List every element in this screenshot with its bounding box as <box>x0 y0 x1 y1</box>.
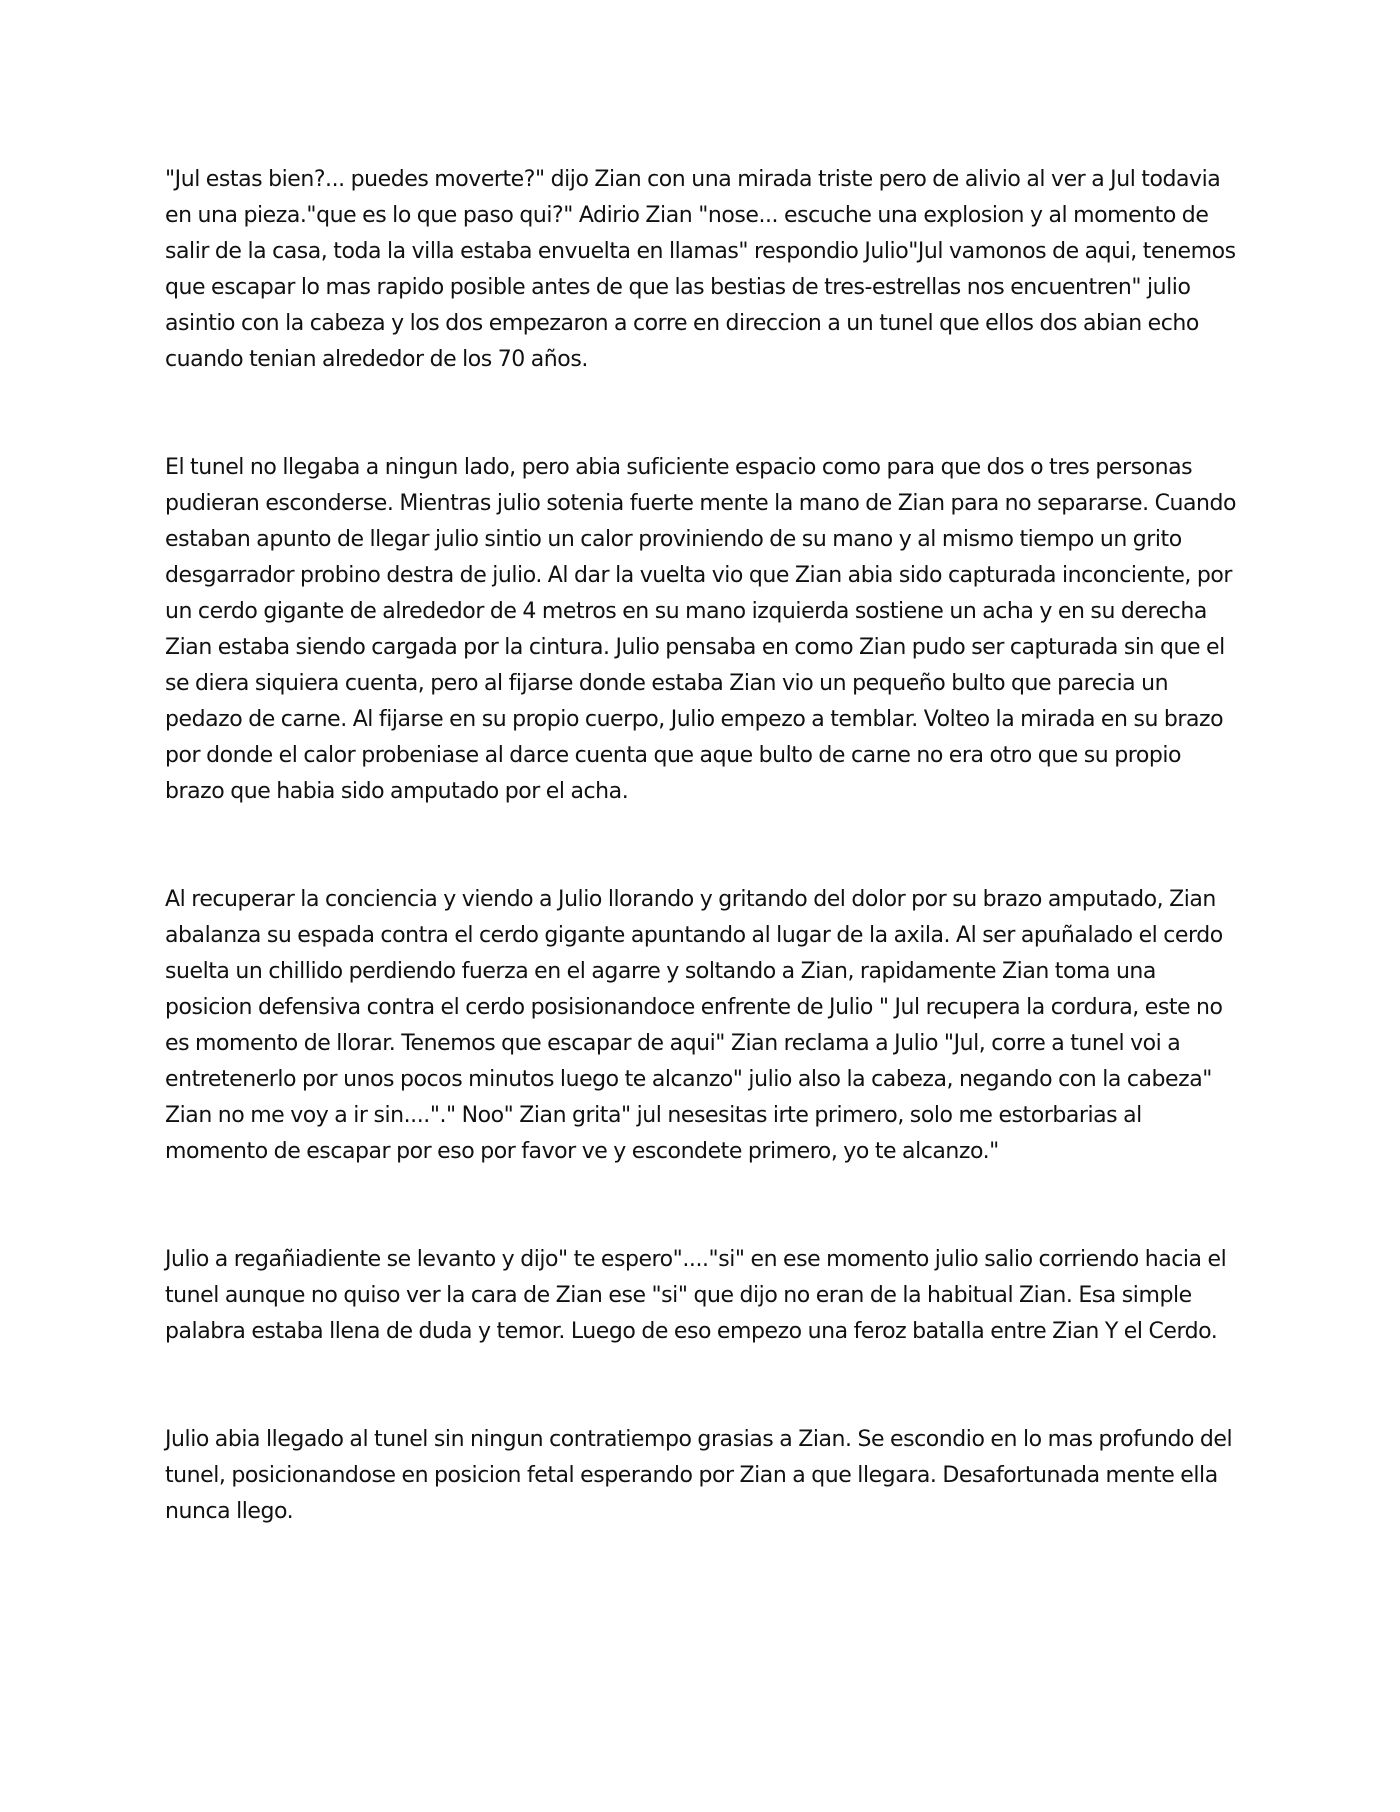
document-body <box>165 162 1245 1530</box>
paragraph-2: El tunel no llegaba a ningun lado, pero abia suficiente espacio como para que dos o tres personas pudieran esconderse. Mientras julio sotenia fuerte mente la mano de Zian para no separarse. Cuando estaban apunto de llegar julio sintio un calor proviniendo de su mano y al mismo tiempo un grito desgarrador probino destra de julio. Al dar la vuelta vio que Zian abia sido capturada inconciente, por un cerdo gigante de alrededor de 4 metros en su mano izquierda sostiene un acha y en su derecha Zian estaba siendo cargada por la cintura. Julio pensaba en como Zian pudo ser capturada sin que el se diera siquiera cuenta, pero al fijarse donde estaba Zian vio un pequeño bulto que parecia un pedazo de carne. Al fijarse en su propio cuerpo, Julio empezo a temblar. Volteo la mirada en su brazo por donde el calor probeniase al darce cuenta que aque bulto de carne no era otro que su propio brazo que habia sido amputado por el acha. <box>165 455 1237 804</box>
paragraph-5: Julio abia llegado al tunel sin ningun contratiempo grasias a Zian. Se escondio en lo mas profundo del tunel, posicionandose en posicion fetal esperando por Zian a que llegara. Desafortunada mente ella nunca llego. <box>165 1427 1233 1524</box>
paragraph-3: Al recuperar la conciencia y viendo a Julio llorando y gritando del dolor por su brazo amputado, Zian abalanza su espada contra el cerdo gigante apuntando al lugar de la axila. Al ser apuñalado el cerdo suelta un chillido perdiendo fuerza en el agarre y soltando a Zian, rapidamente Zian toma una posicion defensiva contra el cerdo posisionandoce enfrente de Julio " Jul recupera la cordura, este no es momento de llorar. Tenemos que escapar de aqui" Zian reclama a Julio "Jul, corre a tunel voi a entretenerlo por unos pocos minutos luego te alcanzo" julio also la cabeza, negando con la cabeza" Zian no me voy a ir sin...."." Noo" Zian grita" jul nesesitas irte primero, solo me estorbarias al momento de escapar por eso por favor ve y escondete primero, yo te alcanzo." <box>165 887 1223 1164</box>
paragraph-1: "Jul estas bien?... puedes moverte?" dijo Zian con una mirada triste pero de alivio al ver a Jul todavia en una pieza."que es lo que paso qui?" Adirio Zian "nose... escuche una explosion y al momento de salir de la casa, toda la villa estaba envuelta en llamas" respondio Julio"Jul vamonos de aqui, tenemos que escapar lo mas rapido posible antes de que las bestias de tres-estrellas nos encuentren" julio asintio con la cabeza y los dos empezaron a corre en direccion a un tunel que ellos dos abian echo cuando tenian alrededor de los 70 años. <box>165 167 1236 372</box>
paragraph-4: Julio a regañiadiente se levanto y dijo" te espero"...."si" en ese momento julio salio corriendo hacia el tunel aunque no quiso ver la cara de Zian ese "si" que dijo no eran de la habitual Zian. Esa simple palabra estaba llena de duda y temor. Luego de eso empezo una feroz batalla entre Zian Y el Cerdo. <box>165 1247 1227 1344</box>
